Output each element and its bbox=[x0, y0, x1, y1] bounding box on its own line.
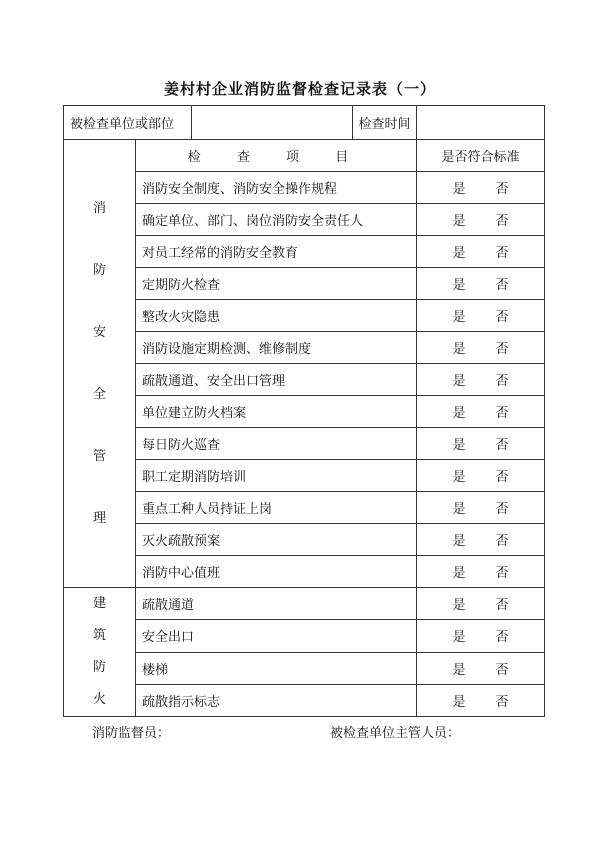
check-item: 确定单位、部门、岗位消防安全责任人 bbox=[136, 204, 417, 236]
check-item: 安全出口 bbox=[136, 620, 417, 652]
compliance-cell bbox=[417, 492, 545, 524]
check-item: 疏散通道 bbox=[136, 588, 417, 620]
yes-option[interactable]: 是 bbox=[452, 214, 466, 229]
no-option[interactable]: 否 bbox=[495, 406, 509, 421]
check-item: 每日防火巡查 bbox=[136, 428, 417, 460]
compliance-cell bbox=[417, 652, 545, 684]
compliance-cell bbox=[417, 236, 545, 268]
table-row bbox=[64, 268, 545, 300]
inspection-table bbox=[63, 105, 545, 717]
yes-option[interactable]: 是 bbox=[452, 502, 466, 517]
yes-option[interactable]: 是 bbox=[452, 470, 466, 485]
no-option[interactable]: 否 bbox=[495, 342, 509, 357]
compliance-cell bbox=[417, 684, 545, 716]
table-row bbox=[64, 588, 545, 620]
check-item: 整改火灾隐患 bbox=[136, 300, 417, 332]
check-item: 疏散指示标志 bbox=[136, 684, 417, 716]
no-option[interactable]: 否 bbox=[495, 630, 509, 646]
yes-option[interactable]: 是 bbox=[452, 246, 466, 261]
time-label: 检查时间 bbox=[353, 106, 417, 140]
yes-option[interactable]: 是 bbox=[452, 566, 466, 581]
column-item-header: 检 查 项 目 bbox=[136, 140, 417, 172]
no-option[interactable]: 否 bbox=[495, 566, 509, 581]
table-row bbox=[64, 620, 545, 652]
table-row bbox=[64, 172, 545, 204]
no-option[interactable]: 否 bbox=[495, 662, 509, 678]
compliance-cell bbox=[417, 396, 545, 428]
section-char: 防 bbox=[92, 262, 106, 278]
compliance-cell bbox=[417, 460, 545, 492]
yes-option[interactable]: 是 bbox=[452, 342, 466, 357]
yes-option[interactable]: 是 bbox=[452, 310, 466, 325]
yes-option[interactable]: 是 bbox=[452, 534, 466, 549]
section-char: 筑 bbox=[92, 628, 106, 643]
no-option[interactable]: 否 bbox=[495, 182, 509, 197]
compliance-cell bbox=[417, 524, 545, 556]
no-option[interactable]: 否 bbox=[495, 694, 509, 710]
yes-option[interactable]: 是 bbox=[452, 182, 466, 197]
yes-option[interactable]: 是 bbox=[452, 630, 466, 646]
table-row bbox=[64, 428, 545, 460]
unit-value-field[interactable] bbox=[192, 106, 353, 140]
section-char: 消 bbox=[92, 200, 106, 216]
table-row bbox=[64, 332, 545, 364]
check-item: 消防安全制度、消防安全操作规程 bbox=[136, 172, 417, 204]
check-item: 灭火疏散预案 bbox=[136, 524, 417, 556]
compliance-cell bbox=[417, 556, 545, 588]
table-row bbox=[64, 460, 545, 492]
yes-option[interactable]: 是 bbox=[452, 406, 466, 421]
no-option[interactable]: 否 bbox=[495, 246, 509, 261]
compliance-cell bbox=[417, 268, 545, 300]
no-option[interactable]: 否 bbox=[495, 438, 509, 453]
section-char: 火 bbox=[92, 692, 106, 707]
check-item: 楼梯 bbox=[136, 652, 417, 684]
check-item: 定期防火检查 bbox=[136, 268, 417, 300]
manager-signature-label: 被检查单位主管人员： bbox=[330, 726, 461, 741]
section-char: 全 bbox=[92, 386, 106, 402]
header-row bbox=[64, 106, 545, 140]
section-char: 安 bbox=[92, 324, 106, 340]
supervisor-signature-label: 消防监督员： bbox=[92, 726, 171, 741]
check-item: 消防中心值班 bbox=[136, 556, 417, 588]
table-row bbox=[64, 204, 545, 236]
compliance-cell bbox=[417, 428, 545, 460]
yes-option[interactable]: 是 bbox=[452, 662, 466, 678]
table-row bbox=[64, 236, 545, 268]
table-row bbox=[64, 364, 545, 396]
no-option[interactable]: 否 bbox=[495, 214, 509, 229]
check-item: 单位建立防火档案 bbox=[136, 396, 417, 428]
no-option[interactable]: 否 bbox=[495, 278, 509, 293]
section-char: 理 bbox=[92, 510, 106, 526]
unit-label: 被检查单位或部位 bbox=[64, 106, 192, 140]
no-option[interactable]: 否 bbox=[495, 374, 509, 389]
check-item: 重点工种人员持证上岗 bbox=[136, 492, 417, 524]
yes-option[interactable]: 是 bbox=[452, 694, 466, 710]
section-char: 管 bbox=[92, 448, 106, 464]
column-standard-header: 是否符合标准 bbox=[417, 140, 545, 172]
section-char: 防 bbox=[92, 660, 106, 675]
check-item: 消防设施定期检测、维修制度 bbox=[136, 332, 417, 364]
section-char: 建 bbox=[92, 596, 106, 611]
table-row bbox=[64, 556, 545, 588]
yes-option[interactable]: 是 bbox=[452, 374, 466, 389]
compliance-cell bbox=[417, 172, 545, 204]
yes-option[interactable]: 是 bbox=[452, 278, 466, 293]
section-fire-safety-management bbox=[64, 140, 136, 588]
compliance-cell bbox=[417, 204, 545, 236]
compliance-cell bbox=[417, 620, 545, 652]
table-row bbox=[64, 300, 545, 332]
no-option[interactable]: 否 bbox=[495, 310, 509, 325]
page-title: 姜村村企业消防监督检查记录表（一） bbox=[163, 80, 436, 98]
yes-option[interactable]: 是 bbox=[452, 598, 466, 614]
section-building-fire-protection bbox=[64, 588, 136, 717]
table-row bbox=[64, 396, 545, 428]
no-option[interactable]: 否 bbox=[495, 534, 509, 549]
time-value-field[interactable] bbox=[417, 106, 545, 140]
no-option[interactable]: 否 bbox=[495, 502, 509, 517]
column-header-row bbox=[64, 140, 545, 172]
table-row bbox=[64, 492, 545, 524]
no-option[interactable]: 否 bbox=[495, 598, 509, 614]
table-row bbox=[64, 684, 545, 716]
check-item: 职工定期消防培训 bbox=[136, 460, 417, 492]
check-item: 疏散通道、安全出口管理 bbox=[136, 364, 417, 396]
compliance-cell bbox=[417, 332, 545, 364]
table-row bbox=[64, 524, 545, 556]
check-item: 对员工经常的消防安全教育 bbox=[136, 236, 417, 268]
yes-option[interactable]: 是 bbox=[452, 438, 466, 453]
table-row bbox=[64, 652, 545, 684]
compliance-cell bbox=[417, 588, 545, 620]
compliance-cell bbox=[417, 300, 545, 332]
no-option[interactable]: 否 bbox=[495, 470, 509, 485]
compliance-cell bbox=[417, 364, 545, 396]
